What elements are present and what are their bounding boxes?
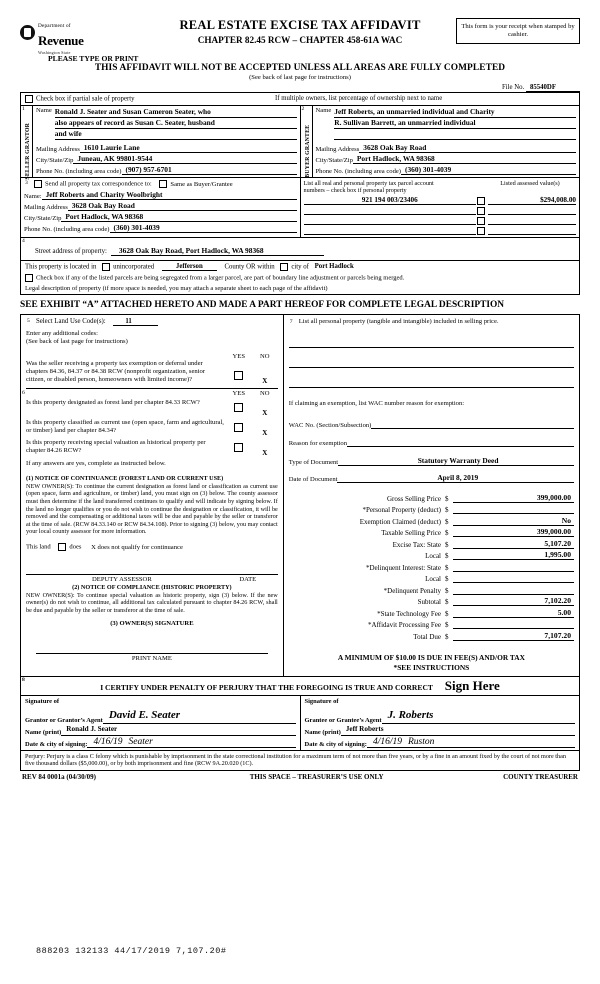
form-header (20, 14, 580, 68)
seller-name-line1[interactable]: Ronald J. Seater and Susan Cameron Seater, who (55, 107, 297, 118)
enter-additional-codes: Enter any additional codes: (26, 329, 98, 337)
grantor-sig-label: Signature of (25, 697, 60, 705)
amount-value-6[interactable] (453, 562, 574, 572)
form-subtitle: CHAPTER 82.45 RCW – CHAPTER 458-61A WAC (197, 35, 403, 45)
amount-row (289, 608, 574, 618)
parcel-1[interactable] (304, 205, 477, 215)
q4-yes-checkbox[interactable] (234, 443, 243, 452)
corr-mailing-label: Mailing Address (24, 204, 68, 211)
exhibit-line: SEE EXHIBIT “A” ATTACHED HERETO AND MADE A PART HEREOF FOR COMPLETE LEGAL DESCRIPTION (20, 299, 505, 310)
q3-no-answer[interactable]: X (262, 428, 268, 437)
amount-label-6: *Delinquent Interest: State (365, 563, 441, 572)
amount-label-7: Local (425, 575, 441, 584)
amount-label-1: *Personal Property (deduct) (362, 506, 441, 515)
amount-row (289, 619, 574, 629)
grantee-signature[interactable]: J. Roberts (387, 708, 434, 721)
checkbox-icon[interactable] (34, 180, 42, 188)
grantor-signature[interactable]: David E. Seater (108, 708, 181, 721)
land-use-column (21, 315, 284, 676)
does-not-qualify[interactable]: X does not qualify for continuance (91, 543, 183, 551)
form-instructions: (See back of last page for instructions) (249, 74, 351, 81)
amount-value-10[interactable]: 5.00 (453, 608, 574, 618)
seller-name-line3[interactable]: and wife (55, 129, 297, 140)
seller-mailing-value[interactable]: 1610 Laurie Lane (80, 143, 297, 153)
file-no-value: 85540DF (526, 84, 580, 92)
correspondence-left (21, 178, 301, 237)
grantee-city-value[interactable]: Ruston (408, 736, 435, 747)
assessor-date-label: DATE (239, 575, 257, 583)
grantee-date-label: Date & city of signing: (304, 740, 367, 748)
amount-value-9[interactable]: 7,102.20 (453, 596, 574, 606)
amount-value-1[interactable] (453, 504, 574, 514)
agency-state: Washington State (38, 50, 71, 55)
seller-block (21, 106, 301, 180)
reason-exemption-value[interactable] (347, 437, 574, 447)
amount-value-0[interactable]: 399,000.00 (453, 493, 574, 503)
agency-name: Revenue (38, 33, 84, 48)
grantee-name-label: Name (print) (304, 728, 341, 736)
dollar-sign: $ (445, 494, 449, 503)
segregation-checkbox[interactable] (25, 274, 33, 282)
amount-label-5: Local (425, 552, 441, 561)
personal-property-label: List all personal property (tangible and intangible) included in selling price. (298, 317, 499, 325)
amount-value-12[interactable]: 7,107.20 (453, 631, 574, 641)
seller-phone-value[interactable]: (907) 957-6701 (122, 165, 297, 175)
mid-section (20, 314, 580, 677)
assessed-header: Listed assessed value(s) (500, 180, 560, 187)
located-label: This property is located in (25, 263, 97, 271)
minimum-line1: A MINIMUM OF $10.00 IS DUE IN FEE(S) AND/OR TAX (337, 652, 525, 662)
amount-label-4: Excise Tax: State (392, 540, 441, 549)
corr-citystate-label: City/State/Zip (24, 215, 62, 222)
seller-side-label: SELLER GRANTOR (24, 122, 31, 180)
notice1-body: NEW OWNER(S): To continue the current designation as forest land or classification as current use (open space, farm and agriculture, or timber) land, you must sign on (3) below. The county assessor must then determine if the land transferred continues to qualify and will indicate by signing below. If the land no longer qualifies or you do not wish to continue the designation or classification, it will be removed and the compensating or additional taxes will be due and payable by the seller or transferor at the time of sale. (RCW 84.33.140 or RCW 84.34.108). Prior to signing (3) below, you may contact your local county assessor for more information. (26, 482, 278, 536)
corr-citystate-value[interactable]: Port Hadlock, WA 98368 (61, 212, 296, 222)
buyer-side-label: BUYER GRANTEE (304, 124, 311, 178)
partial-sale-label: Check box if partial sale of property (36, 95, 135, 103)
this-land-label: This land (26, 543, 51, 551)
q4-no-answer[interactable]: X (262, 448, 268, 457)
amount-label-8: *Delinquent Penalty (383, 586, 441, 595)
assessed-3[interactable] (488, 225, 576, 235)
assessed-0[interactable]: $294,008.00 (488, 196, 576, 205)
amount-label-3: Taxable Selling Price (381, 529, 441, 538)
wac-no-label: WAC No. (Section/Subsection) (288, 421, 372, 429)
notice2-body: NEW OWNER(S): To continue special valuation as historic property, sign (3) below. If the new owner(s) do not wish to continue, all additional tax calculated pursuant to chapter 84.26 RCW, shall be due and payable by the seller or transferor at the time of sale. (26, 591, 278, 614)
question-3: Is this property classified as current use (open space, farm and agricultural, or timber) land per chapter 84.34? (26, 418, 224, 435)
doc-date-value[interactable]: April 8, 2019 (337, 473, 574, 483)
personal-property-index: 7 (289, 318, 293, 325)
title-block (140, 18, 460, 45)
no-header-2: NO (260, 389, 270, 397)
file-no-label: File No. (501, 84, 525, 91)
amount-label-10: *State Technology Fee (377, 609, 441, 618)
q3-yes-checkbox[interactable] (234, 423, 243, 432)
seller-index: 1 (22, 106, 25, 112)
doc-type-value[interactable]: Statutory Warranty Deed (338, 456, 574, 466)
dollar-sign: $ (445, 506, 449, 515)
seller-name-line2[interactable]: also appears of record as Susan C. Seater, husband (55, 118, 297, 129)
affidavit-form (20, 14, 580, 781)
deputy-assessor-label: DEPUTY ASSESSOR (92, 575, 152, 583)
corr-name-value[interactable]: Jeff Roberts and Charity Woolbright (42, 190, 297, 200)
amount-row (289, 573, 574, 583)
amount-label-9: Subtotal (417, 598, 441, 607)
yes-header: YES (232, 352, 246, 360)
dollar-sign: $ (445, 598, 449, 607)
yes-header-2: YES (232, 389, 246, 397)
q2-yes-checkbox[interactable] (234, 403, 243, 412)
owner-signature-label: (3) OWNER(S) SIGNATURE (110, 620, 194, 628)
does-qualify-checkbox[interactable] (58, 543, 66, 551)
county-or-label: County OR within (224, 263, 275, 271)
amount-label-11: *Affidavit Processing Fee (368, 621, 441, 630)
amount-row (289, 585, 574, 595)
grantor-name-value[interactable]: Ronald J. Seater (61, 725, 295, 736)
amount-value-7[interactable] (453, 573, 574, 583)
segregation-note: Check box if any of the listed parcels are being segregated from a larger parcel, are part of boundary line adjustment or parcels being merged. (36, 274, 405, 282)
partial-sale-check[interactable] (25, 95, 275, 103)
if-any-answers-note: If any answers are yes, complete as instructed below. (26, 459, 166, 467)
property-index: 4 (22, 237, 25, 244)
dollar-sign: $ (445, 609, 449, 618)
county-treasurer-label: COUNTY TREASURER (503, 772, 578, 781)
q1-no-answer[interactable]: X (262, 376, 268, 385)
minimum-line2: *SEE INSTRUCTIONS (393, 662, 470, 672)
amount-row (289, 550, 574, 560)
grantee-date-value[interactable]: 4/16/19 (372, 736, 402, 747)
partial-sale-row (20, 92, 580, 105)
parcel-3[interactable] (304, 225, 477, 235)
revenue-mark-icon (20, 25, 35, 40)
treasurer-stamp: 888203 132133 44/17/2019 7,107.20# (36, 946, 227, 956)
corr-phone-label: Phone No. (including area code) (24, 226, 110, 233)
dollar-sign: $ (445, 563, 449, 572)
property-address-row (20, 238, 580, 261)
doc-date-label: Date of Document (288, 475, 338, 483)
parcel-0[interactable]: 921 194 003/23406 (304, 196, 477, 205)
buyer-index: 2 (301, 106, 305, 112)
buyer-mailing-value[interactable]: 3628 Oak Bay Road (359, 143, 576, 153)
street-address-value[interactable]: 3628 Oak Bay Road, Port Hadlock, WA 98368 (111, 246, 324, 256)
parcel-2[interactable] (304, 215, 477, 225)
forest-index: 6 (22, 389, 25, 396)
amount-row (289, 504, 574, 514)
personal-property-checkbox[interactable] (477, 227, 485, 235)
does-label: does (69, 543, 82, 551)
grantee-name-value[interactable]: Jeff Roberts (341, 725, 575, 736)
dollar-sign: $ (445, 632, 449, 641)
city-checkbox[interactable] (280, 263, 288, 271)
buyer-mailing-label: Mailing Address (315, 146, 360, 153)
dollar-sign: $ (445, 540, 449, 549)
form-revision: REV 84 0001a (04/30/09) (22, 772, 96, 781)
buyer-citystate-value[interactable]: Port Hadlock, WA 98368 (353, 154, 576, 164)
form-notice: THIS AFFIDAVIT WILL NOT BE ACCEPTED UNLESS ALL AREAS ARE FULLY COMPLETED (94, 63, 506, 73)
county-value[interactable]: Jefferson (162, 263, 217, 271)
personal-property-checkbox[interactable] (477, 197, 485, 205)
reason-exemption-label: Reason for exemption (288, 439, 348, 447)
buyer-name-label: Name (315, 107, 332, 114)
buyer-name-line3[interactable] (334, 129, 576, 140)
perjury-index: 8 (22, 676, 25, 683)
same-as-buyer-checkbox[interactable] (159, 180, 167, 188)
assessed-1[interactable] (488, 205, 576, 215)
send-correspondence-label: Send all property tax correspondence to: (45, 180, 152, 188)
checkbox-icon[interactable] (25, 95, 33, 103)
seller-name-label: Name (36, 107, 52, 114)
street-address-label: Street address of property: (35, 247, 107, 255)
location-rows (20, 261, 580, 295)
buyer-side-tag (301, 106, 313, 177)
agency-logo (20, 14, 116, 55)
form-title: REAL ESTATE EXCISE TAX AFFIDAVIT (179, 18, 421, 32)
grantee-sig-role: Grantee or Grantee’s Agent (304, 716, 382, 724)
amount-label-2: Exemption Claimed (deduct) (359, 517, 441, 526)
corr-name-label: Name: (24, 193, 42, 200)
amount-label-12: Total Due (413, 632, 441, 641)
correspondence-index: 3 (25, 180, 28, 186)
corr-phone-value[interactable]: (360) 301-4039 (110, 223, 297, 233)
amount-row (289, 596, 574, 606)
parcel-header-line1: List all real and personal property tax parcel account (303, 180, 434, 187)
sign-here-label: Sign Here (444, 677, 500, 693)
amount-value-8[interactable] (453, 585, 574, 595)
dollar-sign: $ (445, 529, 449, 538)
corr-mailing-value[interactable]: 3628 Oak Bay Road (68, 201, 297, 211)
type-or-print-label: PLEASE TYPE OR PRINT (48, 54, 139, 63)
grantor-signature-block (21, 696, 301, 750)
unincorporated-label: unincorporated (113, 263, 155, 271)
select-land-use-label: Select Land Use Code(s): (36, 317, 106, 325)
receipt-box: This form is your receipt when stamped by cashier. (456, 18, 580, 44)
seller-phone-label: Phone No. (including area code) (36, 168, 122, 175)
dollar-sign: $ (445, 586, 449, 595)
dollar-sign: $ (445, 621, 449, 630)
amount-row (289, 631, 574, 641)
dollar-sign: $ (445, 552, 449, 561)
footer-row (20, 771, 580, 781)
legal-note: Legal description of property (if more space is needed, you may attach a separate sheet to each page of the affidavit) (25, 284, 328, 292)
assessed-2[interactable] (488, 215, 576, 225)
grantee-sig-label: Signature of (304, 697, 339, 705)
file-no (20, 84, 580, 91)
amount-value-5[interactable]: 1,995.00 (453, 550, 574, 560)
wac-no-value[interactable] (371, 419, 574, 429)
seller-side-tag (21, 106, 33, 180)
correspondence-block (20, 178, 580, 238)
multiple-owners-label: If multiple owners, list percentage of ownership next to name (275, 95, 443, 102)
no-header: NO (260, 352, 270, 360)
exemption-claim-label: If claiming an exemption, list WAC number reason for exemption: (288, 400, 465, 408)
amount-row (289, 539, 574, 549)
grantor-sig-role: Grantor or Grantor’s Agent (25, 716, 103, 724)
buyer-citystate-label: City/State/Zip (315, 157, 353, 164)
grantor-date-value[interactable]: 4/16/19 (93, 736, 123, 747)
amount-value-2[interactable]: No (453, 516, 574, 526)
buyer-phone-value[interactable]: (360) 301-4039 (401, 165, 576, 175)
seller-mailing-label: Mailing Address (36, 146, 80, 153)
perjury-heading-row (20, 677, 580, 696)
question-4: Is this property receiving special valuation as historical property per chapter 84.26 RCW? (26, 438, 206, 455)
notice1-title: (1) NOTICE OF CONTINUANCE (FOREST LAND OR CURRENT USE) (26, 475, 224, 483)
perjury-heading: I CERTIFY UNDER PENALTY OF PERJURY THAT THE FOREGOING IS TRUE AND CORRECT (100, 682, 433, 692)
grantor-name-label: Name (print) (25, 728, 62, 736)
dollar-sign: $ (445, 517, 449, 526)
buyer-block (301, 106, 580, 177)
signature-block (20, 696, 580, 751)
print-name-label: PRINT NAME (131, 654, 172, 662)
grantor-city-value[interactable]: Seater (128, 736, 153, 747)
personal-property-checkbox[interactable] (477, 207, 485, 215)
buyer-phone-label: Phone No. (including area code) (315, 168, 402, 175)
buyer-name-line2[interactable]: R. Sullivan Barrett, an unmarried individual (334, 118, 576, 129)
amount-row (289, 527, 574, 537)
buyer-name-line1[interactable]: Jeff Roberts, an unmarried individual and Charity (334, 107, 576, 118)
amount-row (289, 562, 574, 572)
land-use-index: 5 (27, 317, 30, 324)
amount-value-11[interactable] (453, 619, 574, 629)
select-land-use-value[interactable]: 11 (113, 318, 157, 326)
same-as-buyer-label: Same as Buyer/Grantee (170, 180, 233, 188)
personal-property-checkbox[interactable] (477, 217, 485, 225)
question-2: Is this property designated as forest land per chapter 84.33 RCW? (26, 398, 200, 406)
amounts-column (284, 315, 579, 676)
q1-yes-checkbox[interactable] (234, 371, 243, 380)
amount-row (289, 493, 574, 503)
grantor-date-label: Date & city of signing: (25, 740, 88, 748)
question-1: Was the seller receiving a property tax exemption or deferral under chapters 84.36, 84.37 or 84.38 RCW (nonprofit organization, senior citizen, or disabled person, homeowners with limited income)? (26, 359, 206, 384)
doc-type-label: Type of Document (288, 458, 339, 466)
dollar-sign: $ (445, 575, 449, 584)
q2-no-answer[interactable]: X (262, 408, 268, 417)
seller-citystate-label: City/State/Zip (36, 157, 74, 164)
perjury-warning: Perjury: Perjury is a class C felony which is punishable by imprisonment in the state correctional institution for a maximum term of not more than five years, or by a fine in an amount fixed by the court of not more than five thousand dollars ($5,000.00), or by both imprisonment and fine (RCW 9A.20.020 (1C). (20, 751, 580, 771)
parcel-list-block (301, 178, 580, 237)
amount-label-0: Gross Selling Price (386, 494, 441, 503)
amount-value-4[interactable]: 5,107.20 (453, 539, 574, 549)
grantee-signature-block (301, 696, 580, 750)
notice2-title: (2) NOTICE OF COMPLIANCE (HISTORIC PROPERTY) (72, 583, 232, 591)
seller-citystate-value[interactable]: Juneau, AK 99801-9544 (73, 154, 296, 164)
city-word: city of (291, 263, 309, 271)
parties-block (20, 105, 580, 178)
city-value[interactable]: Port Hadlock (314, 263, 354, 271)
amount-value-3[interactable]: 399,000.00 (453, 527, 574, 537)
amount-row (289, 516, 574, 526)
see-back-note: (See back of last page for instructions) (26, 338, 128, 346)
amounts-list (289, 493, 574, 641)
parcel-header-line2: numbers – check box if personal property (303, 187, 407, 195)
treasurer-space-label: THIS SPACE – TREASURER’S USE ONLY (249, 772, 384, 781)
agency-dept: Department of (38, 23, 71, 29)
unincorporated-checkbox[interactable] (102, 263, 110, 271)
